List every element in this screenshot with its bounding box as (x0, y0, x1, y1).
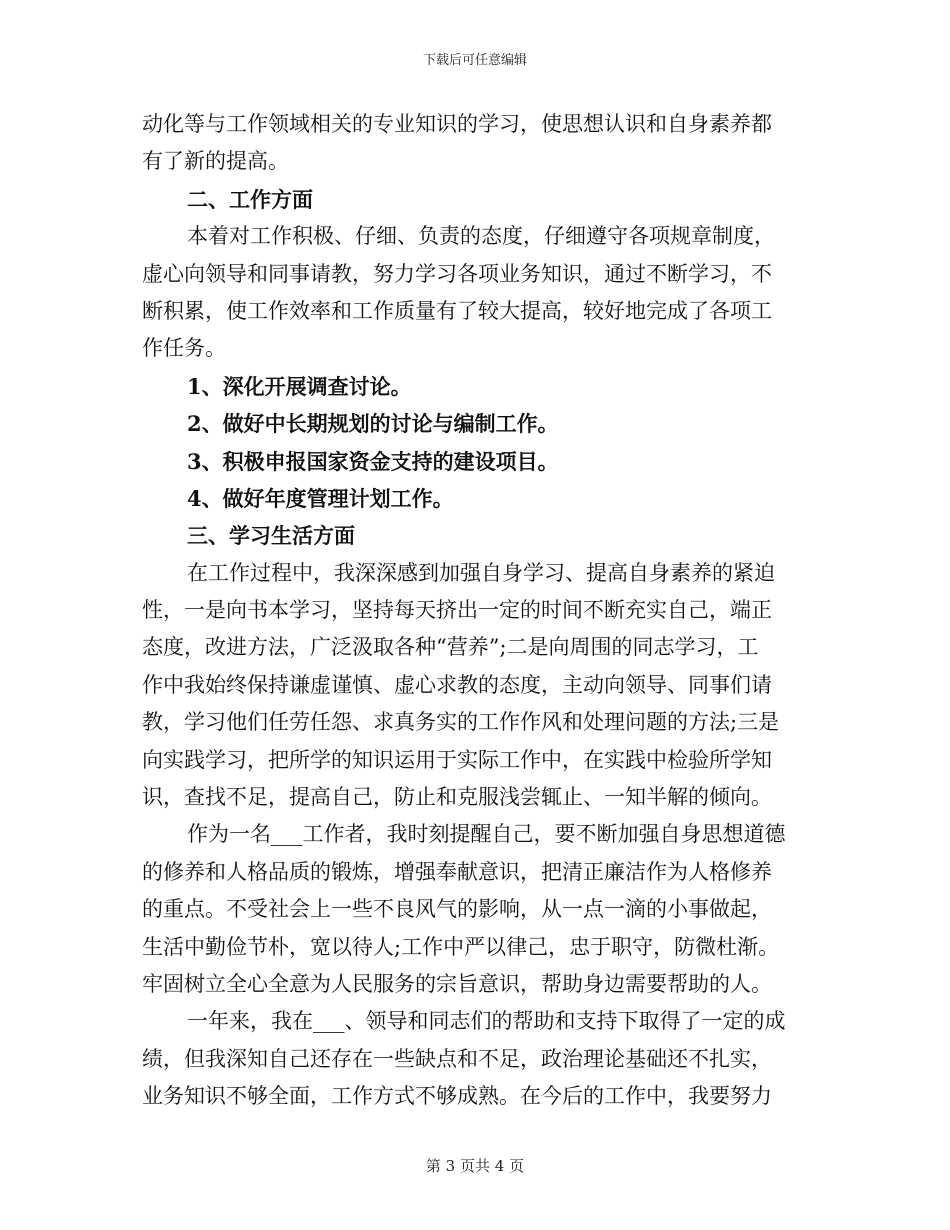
section-heading-line: 2、做好中长期规划的讨论与编制工作。 (187, 411, 559, 437)
section-heading-line: 三、学习生活方面 (187, 523, 355, 549)
paragraph-line: 向实践学习，把所学的知识运用于实际工作中，在实践中检验所学知 (142, 747, 772, 772)
paragraph-line: 生活中勤俭节朴，宽以待人;工作中严以律己，忠于职守，防微杜渐。 (142, 934, 780, 959)
paragraph-line: 作任务。 (142, 336, 226, 361)
paragraph-line: 作中我始终保持谦虚谨慎、虚心求教的态度，主动向领导、同事们请 (142, 672, 772, 697)
paragraph-line: 本着对工作积极、仔细、负责的态度，仔细遵守各项规章制度， (187, 224, 775, 249)
page-header: 下载后可任意编辑 (422, 53, 527, 68)
paragraph-line: 在工作过程中，我深深感到加强自身学习、提高自身素养的紧迫 (187, 560, 775, 585)
section-heading-line: 1、深化开展调查讨论。 (187, 373, 412, 399)
page-footer: 第 3 页共 4 页 (425, 1157, 525, 1175)
paragraph-line: 识，查找不足，提高自己，防止和克服浅尝辄止、一知半解的倾向。 (142, 785, 772, 810)
paragraph-line: 牢固树立全心全意为人民服务的宗旨意识，帮助身边需要帮助的人。 (142, 971, 772, 996)
section-heading-line: 3、积极申报国家资金支持的建设项目。 (187, 448, 559, 474)
paragraph-line: 的重点。不受社会上一些不良风气的影响，从一点一滴的小事做起， (142, 897, 772, 922)
paragraph-line: 动化等与工作领域相关的专业知识的学习，使思想认识和自身素养都 (142, 112, 772, 136)
paragraph-line: 教，学习他们任劳任怨、求真务实的工作作风和处理问题的方法;三是 (142, 710, 780, 735)
paragraph-line: 虚心向领导和同事请教，努力学习各项业务知识，通过不断学习，不 (142, 261, 772, 286)
paragraph-line: 断积累，使工作效率和工作质量有了较大提高，较好地完成了各项工 (142, 298, 772, 323)
paragraph-line: 性，一是向书本学习，坚持每天挤出一定的时间不断充实自己，端正 (142, 598, 772, 623)
paragraph-line: 绩，但我深知自己还存在一些缺点和不足，政治理论基础还不扎实， (142, 1046, 772, 1071)
paragraph-line: 业务知识不够全面，工作方式不够成熟。在今后的工作中，我要努力 (142, 1084, 772, 1109)
section-heading-line: 4、做好年度管理计划工作。 (187, 485, 454, 511)
paragraph-line: 态度，改进方法，广泛汲取各种“营养”;二是向周围的同志学习，工 (142, 635, 759, 660)
document-body (142, 106, 808, 1116)
section-heading-line: 二、工作方面 (187, 186, 313, 212)
paragraph-line: 的修养和人格品质的锻炼，增强奉献意识，把清正廉洁作为人格修养 (142, 859, 772, 884)
paragraph-line: 作为一名___工作者，我时刻提醒自己，要不断加强自身思想道德 (187, 822, 786, 847)
paragraph-line: 有了新的提高。 (142, 149, 289, 174)
paragraph-line: 一年来，我在___、领导和同志们的帮助和支持下取得了一定的成 (187, 1009, 786, 1034)
